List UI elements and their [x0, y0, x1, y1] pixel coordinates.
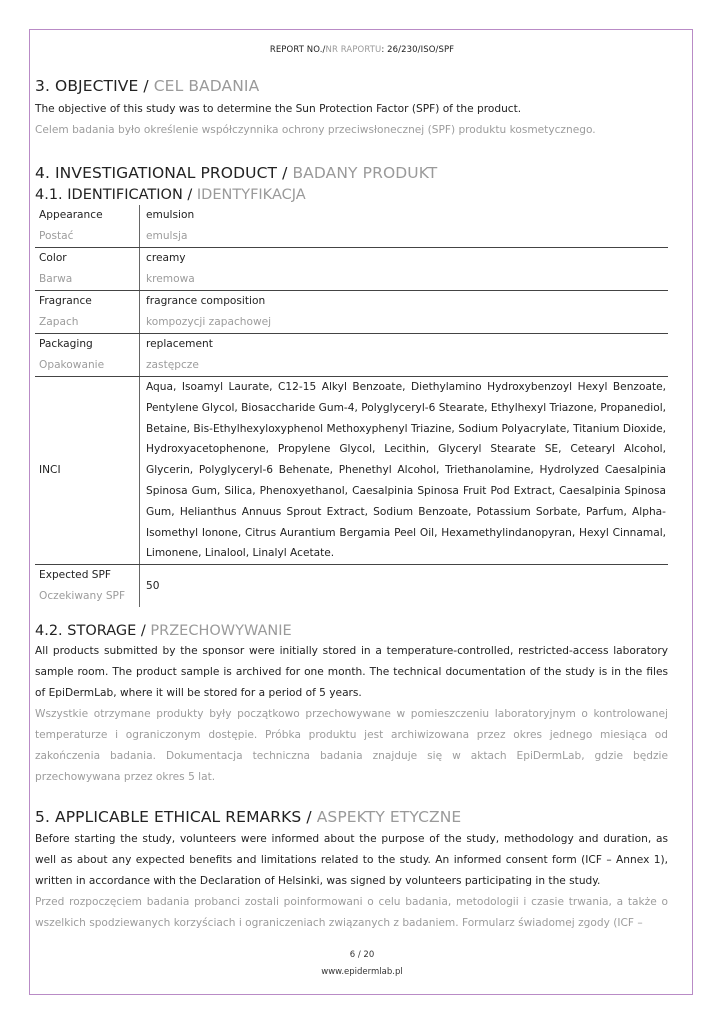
- spf-key-en: Expected SPF: [39, 569, 111, 582]
- ethics-text-en: Before starting the study, volunteers were informed about the purpose of the study, methodology and duration, as well as about any expected benefits and limitations related to the study. An informed consent form (ICF – Annex 1), written in accordance with the Declaration of Helsinki, was signed by volunteers participating in the study.: [35, 833, 668, 887]
- table-row-spf: [35, 565, 668, 608]
- row-key-en: Color: [39, 252, 67, 264]
- report-value: : 26/230/ISO/SPF: [381, 45, 455, 55]
- row-value-en: creamy: [146, 252, 186, 264]
- storage-text-pl: Wszystkie otrzymane produkty były początkowo przechowywane w pomieszczeniu laboratoryjnym o kontrolowanej temperaturze i ograniczonym dostępie. Próbka produktu jest archiwizowana przez okres jednego miesiąca od zakończenia badania. Dokumentacja techniczna badania znajduje się w aktach EpiDermLab, gdzie będzie przechowywana przez okres 5 lat.: [35, 708, 668, 783]
- storage-text-en: All products submitted by the sponsor were initially stored in a temperature-controlled, restricted-access laboratory sample room. The product sample is archived for one month. The technical documentation of the study is in the files of EpiDermLab, where it will be stored for a period of 5 years.: [35, 645, 668, 699]
- investigational-section: [35, 164, 668, 607]
- row-value-pl: emulsja: [146, 230, 188, 242]
- row-value-pl: zastępcze: [146, 359, 199, 371]
- ethics-section: [35, 808, 668, 934]
- table-row: [35, 291, 668, 334]
- investigational-heading: 4. INVESTIGATIONAL PRODUCT / BADANY PRODUKT: [35, 164, 438, 182]
- spf-value: 50: [146, 579, 160, 592]
- row-value-en: fragrance composition: [146, 295, 266, 307]
- inci-label: INCI: [39, 464, 61, 477]
- page-number: 6 / 20: [349, 950, 375, 960]
- row-key-pl: Barwa: [39, 273, 73, 285]
- spf-key-pl: Oczekiwany SPF: [39, 590, 126, 603]
- report-label-pl: NR RAPORTU: [325, 45, 382, 55]
- storage-section: [35, 623, 668, 788]
- ethics-text-pl: Przed rozpoczęciem badania probanci zostali poinformowani o celu badania, metodologii i czasie trwania, a także o wszelkich spodziewanych korzyściach i ograniczeniach związanych z badaniem. Formularz świadomej zgody (ICF –: [35, 896, 668, 929]
- table-row: [35, 205, 668, 248]
- table-row: [35, 248, 668, 291]
- objective-text-en: The objective of this study was to determine the Sun Protection Factor (SPF) of the product.: [35, 103, 522, 115]
- storage-heading: 4.2. STORAGE / PRZECHOWYWANIE: [35, 623, 292, 639]
- report-number: [0, 45, 724, 55]
- identification-table: [35, 205, 668, 607]
- ethics-heading: 5. APPLICABLE ETHICAL REMARKS / ASPEKTY ETYCZNE: [35, 808, 462, 826]
- row-key-pl: Postać: [39, 230, 74, 242]
- row-value-en: emulsion: [146, 209, 195, 221]
- objective-text-pl: Celem badania było określenie współczynnika ochrony przeciwsłonecznej (SPF) produktu kosmetycznego.: [35, 124, 596, 136]
- row-key-en: Appearance: [39, 209, 103, 221]
- identification-heading: 4.1. IDENTIFICATION / IDENTYFIKACJA: [35, 187, 306, 203]
- row-key-en: Packaging: [39, 338, 93, 350]
- row-value-pl: kompozycji zapachowej: [146, 316, 272, 328]
- report-label-en: REPORT NO./: [269, 45, 326, 55]
- objective-section: [35, 77, 668, 141]
- table-row-inci: [35, 377, 668, 565]
- row-value-pl: kremowa: [146, 273, 195, 285]
- inci-value: Aqua, Isoamyl Laurate, C12-15 Alkyl Benzoate, Diethylamino Hydroxybenzoyl Hexyl Benzoate, Pentylene Glycol, Biosaccharide Gum-4, Polyglyceryl-6 Stearate, Ethylhexyl Triazone, Propanediol, Betaine, Bis-Ethylhexyloxyphenol Methoxyphenyl Triazine, Sodium Polyacrylate, Titanium Dioxide, Hydroxyacetophenone, Propylene Glycol, Lecithin, Glyceryl Stearate SE, Cetearyl Alcohol, Glycerin, Polyglyceryl-6 Behenate, Phenethyl Alcohol, Triethanolamine, Hydrolyzed Caesalpinia Spinosa Gum, Silica, Phenoxyethanol, Caesalpinia Spinosa Fruit Pod Extract, Caesalpinia Spinosa Gum, Helianthus Annuus Sprout Extract, Sodium Benzoate, Potassium Sorbate, Parfum, Alpha-Isomethyl Ionone, Citrus Aurantium Bergamia Peel Oil, Hexamethylindanopyran, Hexyl Cinnamal, Limonene, Linalool, Linalyl Acetate.: [146, 381, 666, 560]
- row-value-en: replacement: [146, 338, 213, 350]
- website-url[interactable]: www.epidermlab.pl: [321, 967, 403, 977]
- row-key-pl: Opakowanie: [39, 359, 105, 371]
- table-row: [35, 334, 668, 377]
- row-key-pl: Zapach: [39, 316, 79, 328]
- objective-heading: 3. OBJECTIVE / CEL BADANIA: [35, 77, 260, 95]
- row-key-en: Fragrance: [39, 295, 92, 307]
